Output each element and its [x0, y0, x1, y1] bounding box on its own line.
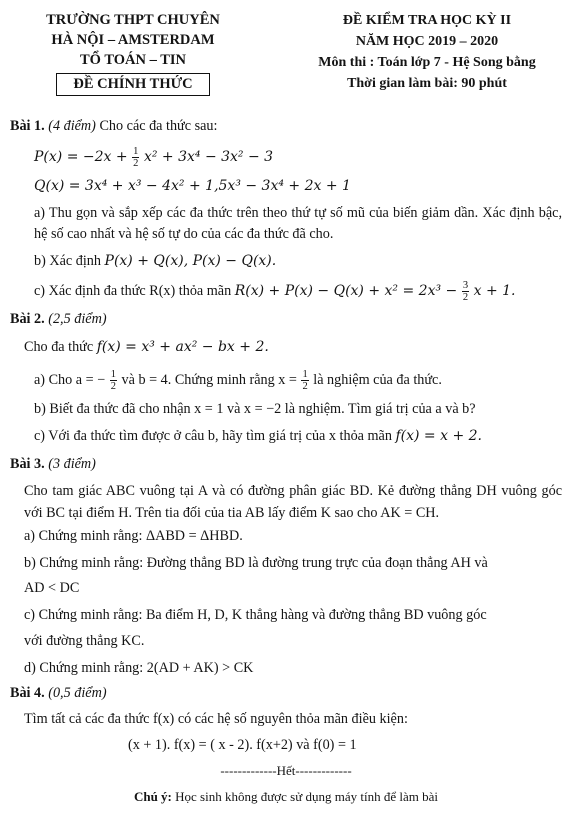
bai2-a-text3: là nghiệm của đa thức.	[313, 371, 442, 388]
bai1-intro: Cho các đa thức sau:	[99, 118, 218, 134]
bai1-c-math-1: R(x) + P(x) − Q(x) + x² = 2x³ −	[234, 283, 458, 299]
bai3-part-b-line1: b) Chứng minh rằng: Đường thẳng BD là đường trung trực của đoạn thẳng AH và	[24, 554, 488, 571]
bai2-a-fraction	[110, 369, 117, 392]
official-exam-badge: ĐỀ CHÍNH THỨC	[56, 73, 209, 96]
exam-title: ĐỀ KIỂM TRA HỌC KỲ II	[342, 13, 512, 28]
bai3-heading	[10, 456, 562, 474]
bai1-points: (4 điểm)	[48, 118, 96, 134]
exam-content	[10, 118, 562, 805]
note-label: Chú ý:	[133, 788, 172, 804]
bai3-intro: Cho tam giác ABC vuông tại A và có đường phân giác BD. Kẻ đường thẳng DH vuông góc với BC tại điểm H. Trên tia đối của tia AB lấy điểm K sao cho AK = CH.	[24, 482, 562, 521]
bai2-heading	[10, 311, 562, 329]
bai1-Q-formula: Q(x) = 3x⁴ + x³ − 4x² + 1,5x³ − 3x⁴ + 2x + 1	[34, 177, 351, 194]
bai3-part-c-line1: c) Chứng minh rằng: Ba điểm H, D, K thẳng hàng và đường thẳng BD vuông góc	[24, 607, 487, 623]
P-frac-den: 2	[133, 157, 139, 169]
school-name-line2: HÀ NỘI – AMSTERDAM	[51, 32, 215, 48]
c-frac-den: 2	[462, 292, 469, 304]
bai3-part-d: d) Chứng minh rằng: 2(AD + AK) > CK	[24, 659, 254, 676]
bai3-points: (3 điểm)	[48, 456, 96, 472]
bai2-intro	[10, 339, 562, 357]
bai2-c-text: c) Với đa thức tìm được ở câu b, hãy tìm giá trị của x thỏa mãn	[34, 428, 392, 445]
note-text: Học sinh không được sử dụng máy tính để làm bài	[175, 788, 439, 804]
bai1-part-c	[10, 277, 562, 305]
bai4-heading	[10, 685, 562, 703]
department-name: TỔ TOÁN – TIN	[80, 52, 186, 68]
exam-header	[296, 10, 558, 94]
bai2-a-frac2-num: 1	[302, 368, 308, 380]
bai4-intro: Tìm tất cả các đa thức f(x) có các hệ số nguyên thỏa mãn điều kiện:	[24, 711, 408, 727]
bai2-a-text1: a) Cho a = −	[34, 371, 106, 388]
bai2-a-frac2-den: 2	[302, 380, 308, 392]
bai1-c-math-2: x + 1.	[473, 283, 516, 299]
bai4-condition: (x + 1). f(x) = ( x - 2). f(x+2) và f(0) = 1	[128, 736, 357, 753]
bai3-title: Bài 3.	[10, 456, 45, 472]
bai2-a-frac-num: 1	[110, 368, 116, 380]
bai2-intro-math: f(x) = x³ + ax² − bx + 2.	[96, 338, 269, 355]
footer-note	[10, 789, 562, 805]
school-name-line1: TRƯỜNG THPT CHUYÊN	[46, 12, 220, 28]
P-fraction	[132, 146, 139, 169]
bai4-title: Bài 4.	[10, 685, 45, 702]
bai3-part-a: a) Chứng minh rằng: ΔABD = ΔHBD.	[24, 527, 243, 544]
school-header	[18, 10, 248, 96]
end-marker: -------------Hết-------------	[220, 762, 352, 778]
bai1-part-b	[10, 253, 562, 271]
bai3-part-b-line2: AD < DC	[24, 580, 80, 597]
bai1-b-text: b) Xác định	[34, 253, 101, 270]
bai2-a-frac-den: 2	[110, 380, 116, 392]
P-rest: x² + 3x⁴ − 3x² − 3	[143, 148, 274, 165]
bai2-a-fraction2	[301, 369, 308, 392]
bai1-c-text: c) Xác định đa thức R(x) thỏa mãn	[34, 283, 232, 299]
bai2-a-text2: và b = 4. Chứng minh rằng x =	[121, 371, 297, 388]
bai1-b-math: P(x) + Q(x), P(x) − Q(x).	[104, 253, 277, 270]
P-lhs: P(x) = −2x +	[34, 148, 128, 165]
bai2-part-c	[10, 428, 562, 446]
bai2-intro-text: Cho đa thức	[24, 338, 94, 355]
exam-subject: Môn thi : Toán lớp 7 - Hệ Song bằng	[318, 55, 536, 70]
bai3-part-c-line2: với đường thẳng KC.	[24, 632, 145, 649]
bai2-part-a	[10, 365, 562, 395]
bai2-title: Bài 2.	[10, 311, 45, 327]
bai1-heading	[10, 118, 562, 136]
P-frac-num: 1	[133, 145, 139, 157]
bai1-P-formula	[10, 142, 562, 172]
bai2-part-b: b) Biết đa thức đã cho nhận x = 1 và x = −2 là nghiệm. Tìm giá trị của a và b?	[34, 400, 476, 417]
bai1-title: Bài 1.	[10, 118, 45, 134]
bai4-points: (0,5 điểm)	[48, 685, 107, 702]
exam-duration: Thời gian làm bài: 90 phút	[347, 76, 507, 91]
bai2-points: (2,5 điểm)	[48, 311, 107, 327]
school-year: NĂM HỌC 2019 – 2020	[355, 34, 499, 49]
c-frac-num: 3	[462, 280, 469, 292]
c-fraction	[462, 280, 469, 303]
bai1-part-a: a) Thu gọn và sắp xếp các đa thức trên theo thứ tự số mũ của biến giảm dần. Xác định bậc, hệ số cao nhất và hệ số tự do của các đa thức đã cho.	[34, 205, 562, 243]
bai2-c-math: f(x) = x + 2.	[395, 428, 482, 445]
